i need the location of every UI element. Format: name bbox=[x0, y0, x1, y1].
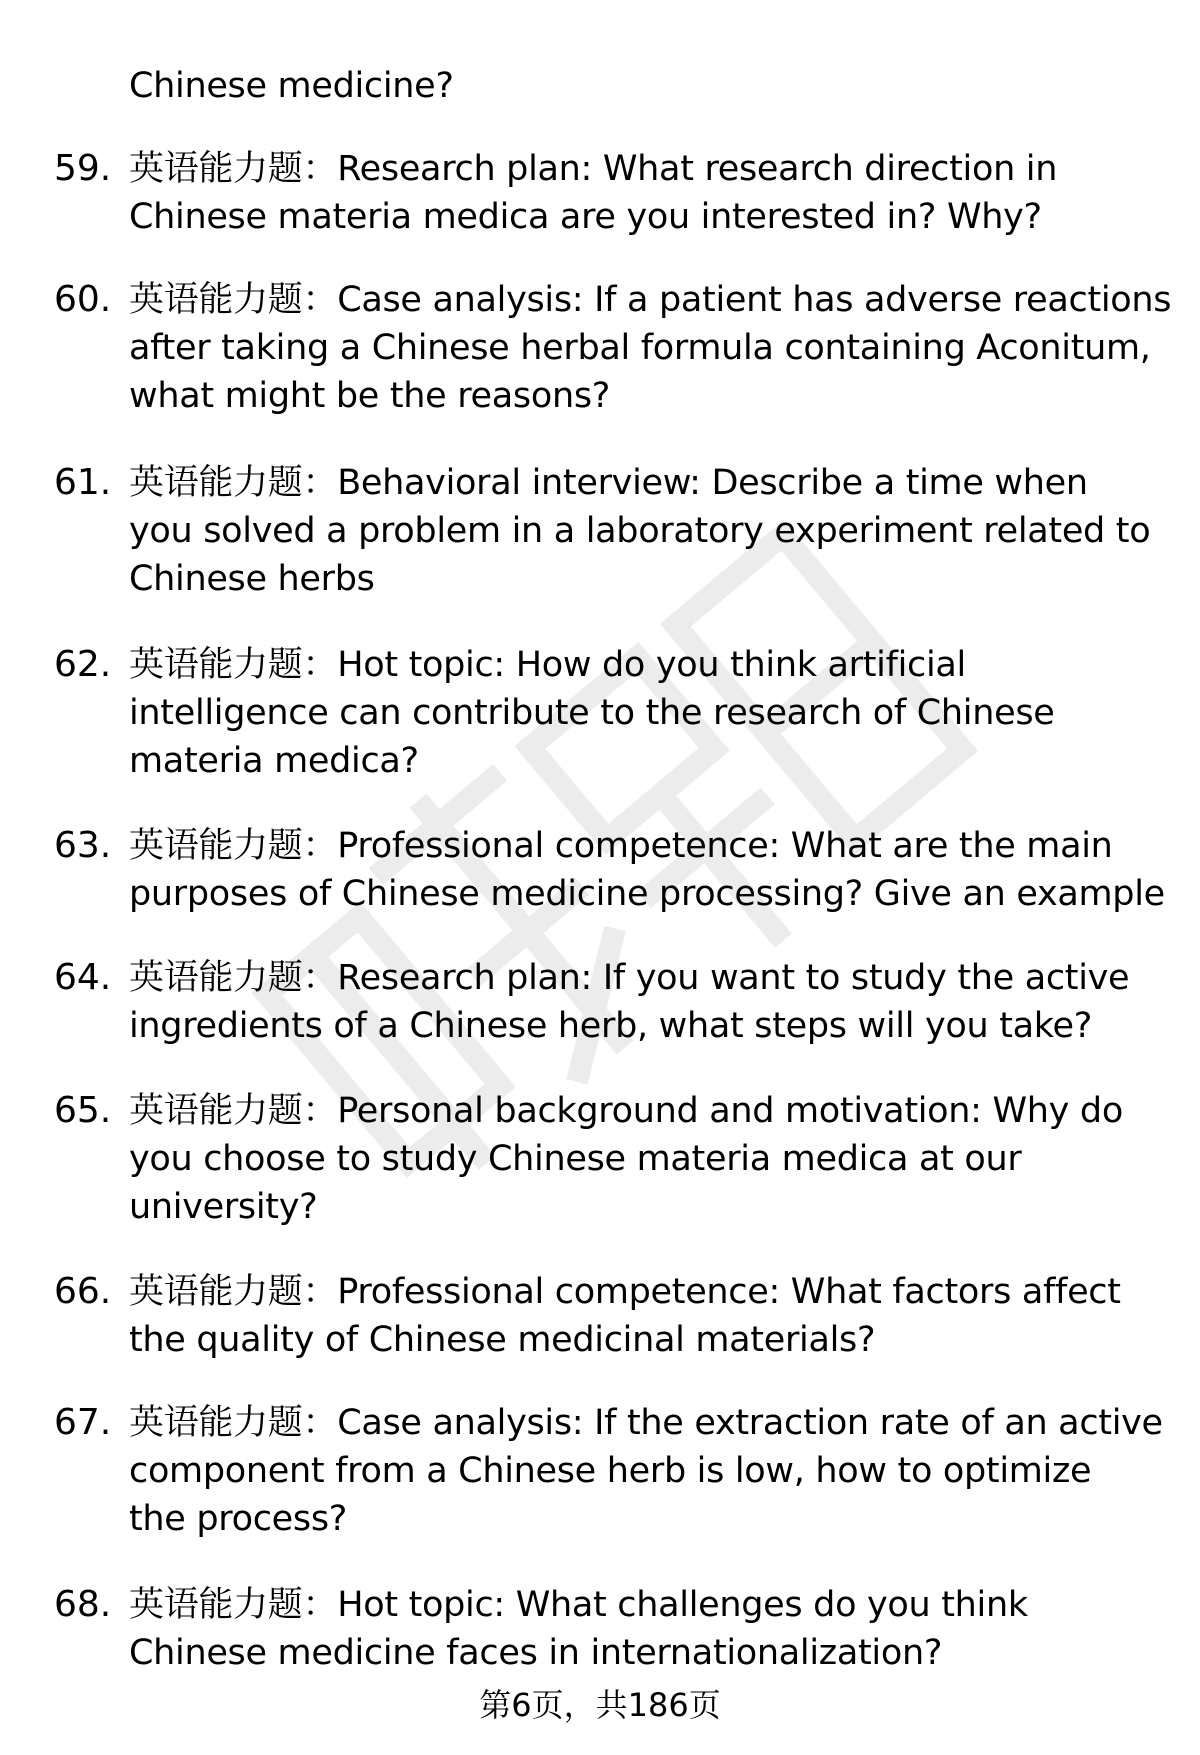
text-line: 英语能力题：Behavioral interview: Describe a time when bbox=[129, 463, 1088, 503]
text-line: 英语能力题：Professional competence: What are the main bbox=[129, 826, 1113, 866]
text-line: ingredients of a Chinese herb, what steps will you take? bbox=[129, 1006, 1093, 1046]
text-line: the quality of Chinese medicinal materials? bbox=[129, 1320, 876, 1360]
text-line: materia medica? bbox=[129, 741, 419, 781]
text-line: purposes of Chinese medicine processing? Give an example bbox=[129, 874, 1165, 914]
text-line: 英语能力题：Hot topic: How do you think artificial bbox=[129, 645, 966, 685]
text-line: Chinese medicine faces in internationalization? bbox=[129, 1633, 943, 1673]
page-indicator: 第6页，共186页 bbox=[479, 1686, 721, 1724]
question-number: 68. bbox=[54, 1584, 112, 1625]
text-line: 英语能力题：Personal background and motivation: Why do bbox=[129, 1091, 1123, 1131]
text-line: you solved a problem in a laboratory experiment related to bbox=[129, 511, 1151, 551]
text-line: Chinese materia medica are you interested in? Why? bbox=[129, 197, 1042, 237]
text-line: Chinese medicine? bbox=[129, 66, 454, 106]
text-line: university? bbox=[129, 1187, 318, 1227]
text-line: the process? bbox=[129, 1499, 348, 1539]
text-line: 英语能力题：Hot topic: What challenges do you think bbox=[129, 1585, 1028, 1625]
question-number: 66. bbox=[54, 1271, 112, 1312]
text-line: 英语能力题：Professional competence: What factors affect bbox=[129, 1272, 1121, 1312]
text-line: 英语能力题：Case analysis: If a patient has adverse reactions bbox=[129, 280, 1172, 320]
text-line: intelligence can contribute to the research of Chinese bbox=[129, 693, 1055, 733]
question-number: 63. bbox=[54, 825, 112, 866]
text-line: component from a Chinese herb is low, how to optimize bbox=[129, 1451, 1092, 1491]
text-line: 英语能力题：Case analysis: If the extraction rate of an active bbox=[129, 1403, 1163, 1443]
text-line: 英语能力题：Research plan: If you want to study the active bbox=[129, 958, 1130, 998]
question-number: 65. bbox=[54, 1090, 112, 1131]
question-number: 61. bbox=[54, 462, 112, 503]
text-line: what might be the reasons? bbox=[129, 376, 611, 416]
question-number: 64. bbox=[54, 957, 112, 998]
text-line: Chinese herbs bbox=[129, 559, 375, 599]
question-number: 60. bbox=[54, 279, 112, 320]
question-number: 59. bbox=[54, 148, 112, 189]
question-number: 62. bbox=[54, 644, 112, 685]
text-line: 英语能力题：Research plan: What research direction in bbox=[129, 149, 1058, 189]
text-line: after taking a Chinese herbal formula containing Aconitum, bbox=[129, 328, 1151, 368]
text-line: you choose to study Chinese materia medica at our bbox=[129, 1139, 1022, 1179]
question-number: 67. bbox=[54, 1402, 112, 1443]
